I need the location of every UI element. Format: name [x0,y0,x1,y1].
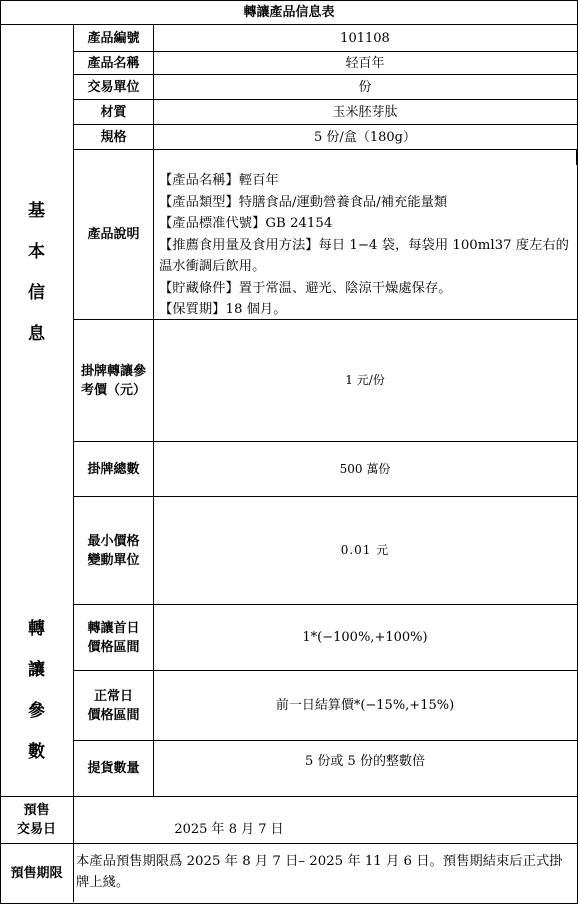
description-value [154,150,576,319]
description-line: 【貯藏條件】置于常温、避光、陰涼干燥處保存。 [159,280,452,296]
presale-period-label: 預售期限 [10,865,63,881]
presale-period-value: 本產品預售期限爲 2025 年 8 月 7 日– 2025 年 11 月 6 日。預售期結束后正式掛牌上綫。 [76,854,563,890]
table-title: 轉讓產品信息表 [243,4,335,20]
description-line: 【推薦食用量及食用方法】每日 1−4 袋，每袋用 100ml37 度左右的温水衝調后飲用。 [159,237,569,274]
first-day-range-label: 轉讓首日 價格區間 [87,620,140,655]
ref-price-value: 1 元/份 [345,373,385,387]
total-value: 500 萬份 [339,461,391,476]
delivery-qty-value: 5 份或 5 份的整數倍 [305,753,425,769]
material-value: 玉米胚芽肽 [332,104,398,120]
normal-day-range-value: 前一日結算價*(−15%,+15%) [275,698,455,713]
product-name-value: 轻百年 [345,55,385,71]
grid-line [0,843,578,844]
total-label: 掛牌總數 [87,461,140,477]
ref-price-label: 掛牌轉讓參 考價（元） [80,363,146,398]
first-day-range-value: 1*(−100%,+100%) [302,630,428,645]
product-name-label: 產品名稱 [87,55,140,71]
product-code-value: 101108 [340,30,390,46]
delivery-qty-label: 提貨數量 [87,761,140,776]
min-tick-label: 最小價格 變動單位 [87,533,140,568]
presale-day-label: 預售 交易日 [16,803,56,837]
presale-day-value: 2025 年 8 月 7 日 [174,821,284,837]
description-line: 【產品類型】特膳食品/運動營養食品/補充能量類 [159,194,448,210]
min-tick-value: 0.01 元 [340,543,390,557]
description-line: 【保質期】18 個月。 [159,302,287,317]
description-line: 【產品標准代號】GB 24154 [159,216,333,231]
normal-day-range-label: 正常日 價格區間 [87,688,140,723]
description-line: 【產品名稱】輕百年 [159,173,279,188]
section-transfer-params: 轉 讓 參 數 [28,618,45,762]
spec-value: 5 份/盒（180g） [314,129,416,145]
grid-line [0,796,578,797]
material-label: 材質 [100,104,127,120]
description-label: 產品說明 [87,227,140,242]
trade-unit-label: 交易單位 [87,79,140,95]
product-code-label: 產品編號 [87,30,140,46]
trade-unit-value: 份 [358,79,372,95]
spec-label: 規格 [100,129,127,145]
section-basic-info: 基 本 信 息 [28,200,45,344]
